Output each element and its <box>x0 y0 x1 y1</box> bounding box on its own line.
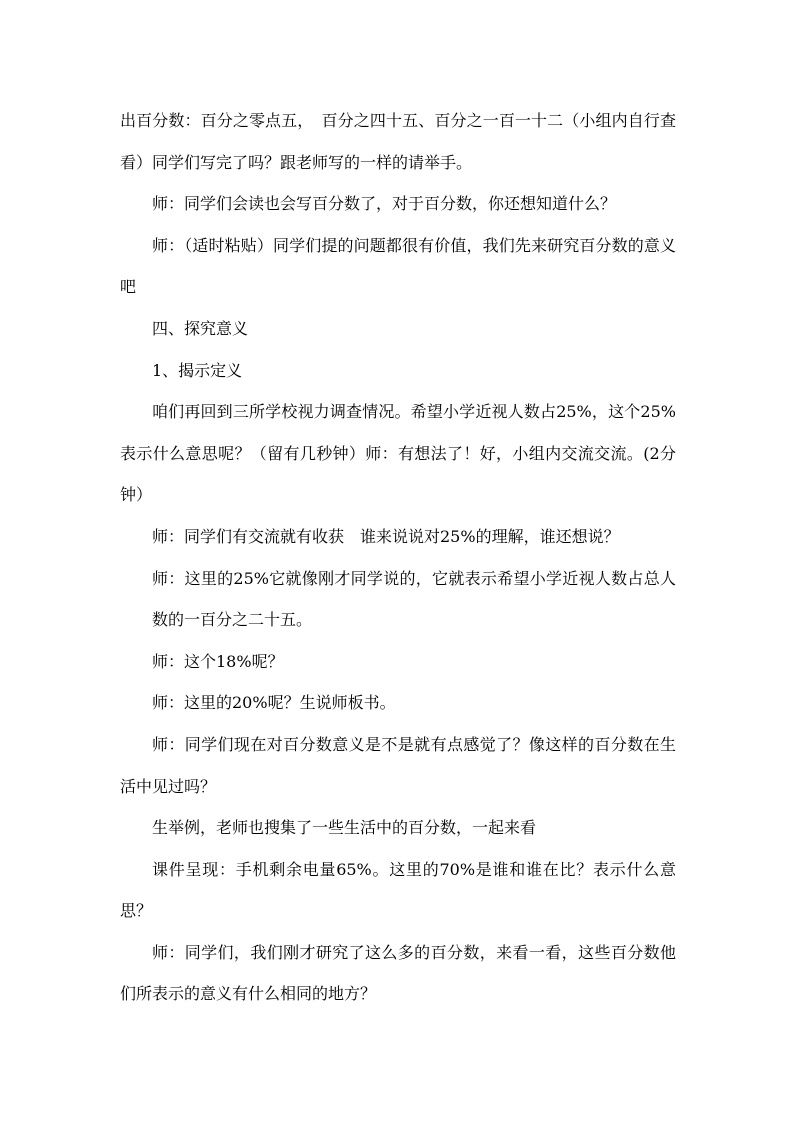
paragraph-common-meaning-question: 师：同学们，我们刚才研究了这么多的百分数，来看一看，这些百分数他们所表示的意义有什么相同的地方？ <box>120 942 676 1004</box>
paragraph-25-percent-explanation: 师：这里的25%它就像刚才同学说的，它就表示希望小学近视人数占总人数的一百分之二十五。 <box>152 568 676 630</box>
paragraph-teacher-question: 师：同学们会读也会写百分数了，对于百分数，你还想知道什么？ <box>152 194 617 214</box>
paragraph-discussion: 师：同学们有交流就有收获 谁来说说对25%的理解，谁还想说？ <box>152 526 620 546</box>
paragraph-student-examples: 生举例，老师也搜集了一些生活中的百分数，一起来看 <box>152 818 537 838</box>
section-heading-explore-meaning: 四、探究意义 <box>152 318 249 338</box>
paragraph-20-percent: 师：这里的20%呢？生说师板书。 <box>152 693 396 713</box>
paragraph-life-examples-question: 师：同学们现在对百分数意义是不是就有点感觉了？像这样的百分数在生活中见过吗？ <box>120 734 676 796</box>
paragraph-18-percent: 师：这个18%呢？ <box>152 651 284 671</box>
document-body <box>120 100 676 1015</box>
paragraph-battery-example: 课件呈现：手机剩余电量65%。这里的70%是谁和谁在比？表示什么意思？ <box>120 859 676 921</box>
paragraph-vision-survey: 咱们再回到三所学校视力调查情况。希望小学近视人数占25%，这个25%表示什么意思呢？（留有几秒钟）师：有想法了！好，小组内交流交流。(2分钟） <box>120 402 676 505</box>
subheading-reveal-definition: 1、揭示定义 <box>152 360 243 380</box>
paragraph-teacher-meaning: 师：（适时粘贴）同学们提的问题都很有价值，我们先来研究百分数的意义吧 <box>120 235 676 297</box>
paragraph-percent-writing: 出百分数：百分之零点五， 百分之四十五、百分之一百一十二（小组内自行查看）同学们写完了吗？跟老师写的一样的请举手。 <box>120 111 676 172</box>
